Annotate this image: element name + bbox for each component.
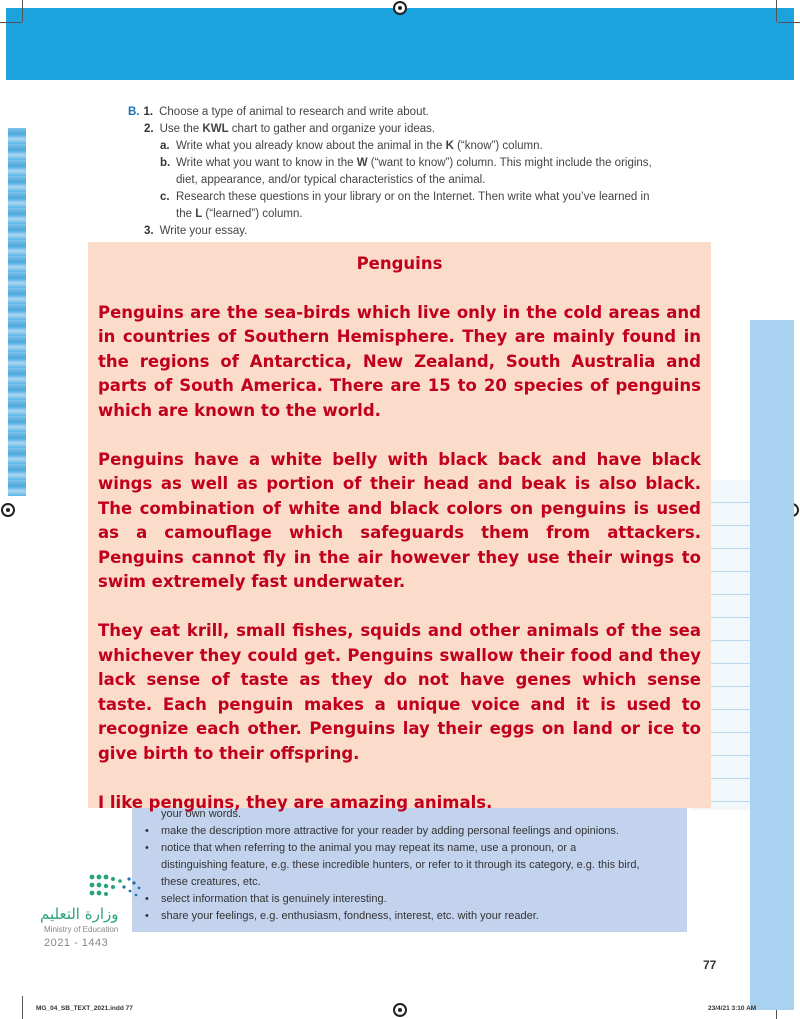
essay-box bbox=[88, 242, 711, 812]
item-letter: c. bbox=[160, 191, 170, 203]
item-continuation: diet, appearance, and/or typical characteristics of the animal. bbox=[176, 174, 486, 186]
page-number: 77 bbox=[703, 958, 717, 972]
item-letter: a. bbox=[160, 140, 170, 152]
crop-mark bbox=[0, 22, 22, 23]
essay-paragraph: Penguins have a white belly with black back and have black wings as well as portion of their head and beak is also black. The combination of white and black colors on penguins is used as a camouflage which safeguards them from attackers. Penguins cannot fly in the air however they use their wings to swim extremely fast underwater. bbox=[98, 449, 701, 591]
item-letter: b. bbox=[160, 157, 171, 169]
essay-paragraph: They eat krill, small fishes, squids and other animals of the sea whichever they could get. Penguins swallow their food and they lack sense of taste as they do not have genes which sense taste. Each penguin makes a unique voice and it is used to recognize each other. Penguins lay their eggs on land or ice to give birth to their offspring. bbox=[98, 621, 701, 763]
registration-mark-icon bbox=[393, 1003, 407, 1017]
item-number: 1. bbox=[143, 106, 154, 118]
item-number: 3. bbox=[144, 225, 154, 237]
header-band bbox=[6, 8, 794, 80]
logo-year: 2021 - 1443 bbox=[44, 937, 109, 949]
item-continuation: the L (“learned”) column. bbox=[176, 208, 303, 220]
item-text: Use the KWL chart to gather and organize your ideas. bbox=[159, 123, 436, 135]
instructions bbox=[128, 104, 698, 240]
logo-arabic-text: وزارة التعليم bbox=[40, 905, 119, 923]
ministry-logo bbox=[22, 865, 162, 957]
item-text: Research these questions in your library or on the Internet. Then write what you’ve learned in bbox=[176, 191, 650, 203]
item-text: Write what you already know about the animal in the K (“know”) column. bbox=[176, 140, 543, 152]
tip-continuation: your own words. bbox=[161, 808, 242, 820]
registration-mark-icon bbox=[1, 503, 15, 517]
bullet-icon: • bbox=[145, 893, 149, 905]
crop-mark bbox=[776, 0, 777, 22]
instruction-item bbox=[128, 104, 698, 121]
instruction-subitem bbox=[128, 138, 698, 155]
tip-item: • share your feelings, e.g. enthusiasm, fondness, interest, etc. with your reader. bbox=[143, 908, 683, 925]
right-decorative-strip bbox=[750, 320, 794, 1010]
instruction-subitem bbox=[128, 155, 698, 172]
left-decorative-strip bbox=[8, 128, 26, 496]
tips-list bbox=[143, 806, 683, 925]
tip-continuation: these creatures, etc. bbox=[161, 876, 261, 888]
bullet-icon: • bbox=[145, 842, 149, 854]
item-number: 2. bbox=[144, 123, 154, 135]
bullet-icon: • bbox=[145, 910, 149, 922]
instruction-item bbox=[128, 121, 698, 138]
instruction-item bbox=[128, 223, 698, 240]
crop-mark bbox=[22, 996, 23, 1019]
essay-paragraph: I like penguins, they are amazing animals. bbox=[98, 792, 493, 812]
tip-item: • make the description more attractive for your reader by adding personal feelings and opinions. bbox=[143, 823, 683, 840]
tip-continuation: distinguishing feature, e.g. these incredible hunters, or refer to it through its category, e.g. this bird, bbox=[161, 859, 640, 871]
essay-paragraph: Penguins are the sea-birds which live only in the cold areas and in countries of Southern Hemisphere. They are mainly found in the regions of Antarctica, New Zealand, South Australia and parts of South America. There are 15 to 20 species of penguins which are known to the world. bbox=[98, 302, 701, 420]
tip-item: • select information that is genuinely interesting. bbox=[143, 891, 683, 908]
tip-item: • notice that when referring to the animal you may repeat its name, use a pronoun, or a bbox=[143, 840, 683, 857]
crop-mark bbox=[22, 0, 23, 22]
item-text: Write your essay. bbox=[159, 225, 248, 237]
instruction-subitem bbox=[128, 189, 698, 206]
section-letter: B. bbox=[128, 106, 140, 118]
essay-title: Penguins bbox=[356, 254, 443, 273]
footer-timestamp: 23/4/21 3:10 AM bbox=[708, 1005, 757, 1012]
crop-mark bbox=[778, 22, 800, 23]
logo-ministry-text: Ministry of Education bbox=[44, 925, 119, 934]
footer-file-info: MG_04_SB_TEXT_2021.indd 77 bbox=[36, 1005, 133, 1012]
item-text: Choose a type of animal to research and write about. bbox=[159, 106, 429, 118]
item-text: Write what you want to know in the W (“want to know”) column. This might include the origins, bbox=[176, 157, 652, 169]
logo-dots-icon bbox=[84, 869, 174, 909]
bullet-icon: • bbox=[145, 825, 149, 837]
registration-mark-icon bbox=[393, 1, 407, 15]
